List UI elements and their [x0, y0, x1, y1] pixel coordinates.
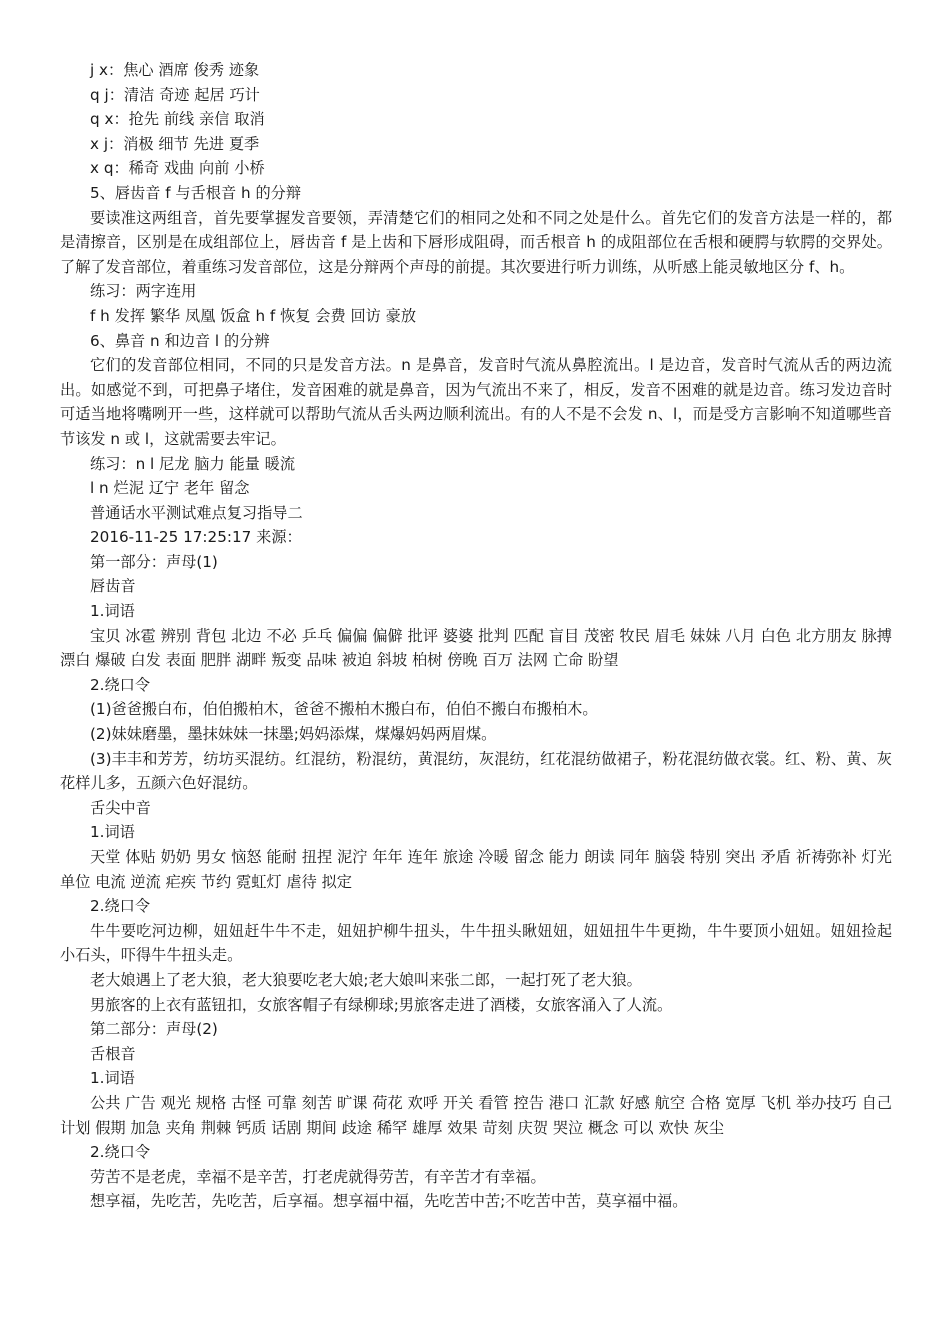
list-label: 1.词语 — [90, 602, 135, 621]
tongue-twister: (3)丰丰和芳芳，纺坊买混纺。红混纺，粉混纺，黄混纺，灰混纺，红花混纺做裙子，粉花混纺做衣裳。红、粉、黄、灰花样儿多，五颜六色好混纺。 — [60, 749, 892, 793]
document-title: 普通话水平测试难点复习指导二 — [90, 503, 303, 522]
list-label: 2.绕口令 — [90, 897, 151, 916]
text-line: l n 烂泥 辽宁 老年 留念 — [90, 479, 250, 498]
sub-heading: 舌根音 — [90, 1044, 136, 1063]
tongue-twister: 劳苦不是老虎，幸福不是辛苦，打老虎就得劳苦，有辛苦才有幸福。 — [90, 1167, 546, 1186]
word-list: 宝贝 冰雹 辨别 背包 北边 不必 乒乓 偏偏 偏僻 批评 婆婆 批判 匹配 盲目 茂密 牧民 眉毛 妹妹 八月 白色 北方朋友 脉搏 漂白 爆破 白发 表面 肥胖 湖畔 叛变 品味 被迫 斜坡 柏树 傍晚 百万 法网 亡命 盼望 — [60, 626, 892, 670]
list-label: 1.词语 — [90, 823, 135, 842]
part-heading: 第一部分：声母(1) — [90, 552, 218, 571]
text-line: x q：稀奇 戏曲 向前 小桥 — [90, 159, 265, 178]
text-line: q j：清洁 奇迹 起居 巧计 — [90, 85, 260, 104]
word-list: 天堂 体贴 奶奶 男女 恼怒 能耐 扭捏 泥泞 年年 连年 旅途 冷暖 留念 能力 朗读 同年 脑袋 特别 突出 矛盾 祈祷弥补 灯光 单位 电流 逆流 疟疾 节约 霓虹灯 虐待 拟定 — [60, 848, 892, 891]
document-date-source: 2016-11-25 17:25:17 来源： — [90, 528, 302, 547]
sub-heading: 唇齿音 — [90, 577, 136, 596]
tongue-twister: 牛牛要吃河边柳，妞妞赶牛牛不走，妞妞护柳牛扭头，牛牛扭头瞅妞妞，妞妞扭牛牛更拗，牛牛要顶小妞妞。妞妞捡起小石头，吓得牛牛扭头走。 — [60, 921, 892, 965]
tongue-twister: (2)妹妹磨墨，墨抹妹妹一抹墨;妈妈添煤，煤爆妈妈两眉煤。 — [90, 725, 497, 744]
text-line: 练习：两字连用 — [90, 282, 197, 301]
document-body — [60, 58, 892, 1214]
tongue-twister: 老大娘遇上了老大狼，老大狼要吃老大娘;老大娘叫来张二郎，一起打死了老大狼。 — [90, 970, 642, 989]
text-line: f h 发挥 繁华 凤凰 饭盒 h f 恢复 会费 回访 豪放 — [90, 306, 417, 325]
text-line: x j：消极 细节 先进 夏季 — [90, 134, 260, 153]
paragraph: 它们的发音部位相同，不同的只是发音方法。n 是鼻音，发音时气流从鼻腔流出。l 是边音，发音时气流从舌的两边流出。如感觉不到，可把鼻子堵住，发音困难的就是鼻音，因为气流出不来了，相反，发音不困难的就是边音。练习发边音时可适当地将嘴咧开一些，这样就可以帮助气流从舌头两边顺利流出。有的人不是不会发 n、l，而是受方言影响不知道哪些音节该发 n 或 l，这就需要去牢记。 — [60, 356, 892, 448]
text-line: 练习：n l 尼龙 脑力 能量 暖流 — [90, 454, 296, 473]
list-label: 2.绕口令 — [90, 675, 151, 694]
tongue-twister: 男旅客的上衣有蓝钮扣，女旅客帽子有绿柳球;男旅客走进了酒楼，女旅客涌入了人流。 — [90, 995, 673, 1014]
section-heading: 6、鼻音 n 和边音 l 的分辨 — [90, 331, 270, 350]
paragraph: 要读准这两组音，首先要掌握发音要领，弄清楚它们的相同之处和不同之处是什么。首先它们的发音方法是一样的，都是清擦音，区别是在成组部位上，唇齿音 f 是上齿和下唇形成阻碍，而舌根音 h 的成阻部位在舌根和硬腭与软腭的交界处。了解了发音部位，着重练习发音部位，这是分辩两个声母的前提。其次要进行听力训练，从听感上能灵敏地区分 f、h。 — [60, 208, 892, 276]
part-heading: 第二部分：声母(2) — [90, 1020, 218, 1039]
text-line: q x：抢先 前线 亲信 取消 — [90, 110, 265, 129]
list-label: 1.词语 — [90, 1069, 135, 1088]
tongue-twister: (1)爸爸搬白布，伯伯搬柏木，爸爸不搬柏木搬白布，伯伯不搬白布搬柏木。 — [90, 700, 598, 719]
sub-heading: 舌尖中音 — [90, 798, 151, 817]
word-list: 公共 广告 观光 规格 古怪 可靠 刻苦 旷课 荷花 欢呼 开关 看管 控告 港口 汇款 好感 航空 合格 宽厚 飞机 举办技巧 自己 计划 假期 加急 夹角 荆棘 钙质 话剧 期间 歧途 稀罕 雄厚 效果 苛刻 庆贺 哭泣 概念 可以 欢快 灰尘 — [60, 1093, 892, 1137]
tongue-twister: 想享福，先吃苦，先吃苦，后享福。想享福中福，先吃苦中苦;不吃苦中苦，莫享福中福。 — [90, 1192, 688, 1211]
list-label: 2.绕口令 — [90, 1143, 151, 1162]
text-line: j x：焦心 酒席 俊秀 迹象 — [90, 61, 260, 79]
section-heading: 5、唇齿音 f 与舌根音 h 的分辩 — [90, 183, 302, 202]
